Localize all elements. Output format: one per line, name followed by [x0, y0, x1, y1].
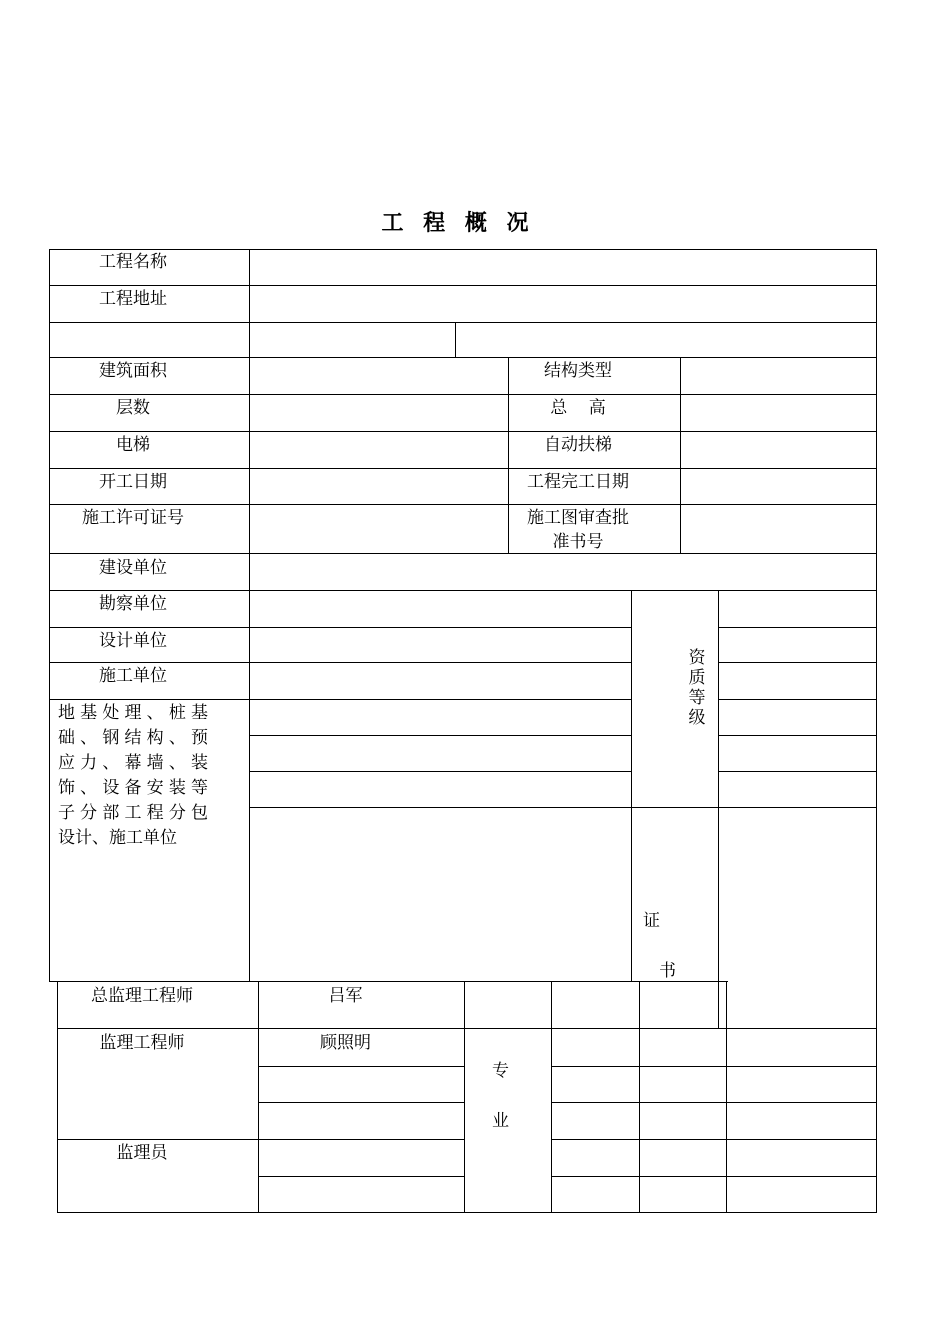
table-border — [57, 1139, 464, 1140]
table-border — [49, 357, 877, 358]
label-structure-type: 结构类型 — [544, 361, 612, 381]
table-border — [57, 1212, 877, 1213]
label-construction-unit: 施工单位 — [99, 666, 167, 686]
table-border — [876, 1028, 877, 1213]
table-border — [249, 249, 250, 982]
label-drawing-review-2: 准书号 — [552, 532, 604, 552]
table-border — [631, 590, 632, 982]
table-border — [718, 771, 877, 772]
table-border — [49, 322, 877, 323]
label-developer: 建设单位 — [99, 558, 167, 578]
label-major-1: 专 — [492, 1061, 509, 1081]
label-subcontract-2: 础、钢结构、预 — [58, 728, 208, 748]
label-subcontract-1: 地基处理、桩基 — [58, 703, 208, 723]
label-survey-unit: 勘察单位 — [99, 594, 167, 614]
table-border — [49, 981, 728, 982]
page-title: 工 程 概 况 — [381, 210, 535, 236]
label-drawing-review-1: 施工图审查批 — [527, 508, 629, 528]
table-border — [258, 1176, 464, 1177]
table-border — [464, 982, 465, 1213]
label-completion-date: 工程完工日期 — [527, 472, 629, 492]
label-supervisor: 监理员 — [116, 1143, 168, 1163]
table-border — [49, 553, 877, 554]
label-certificate-1: 证 — [643, 911, 660, 931]
label-elevator: 电梯 — [116, 435, 150, 455]
label-major-2: 业 — [492, 1111, 509, 1131]
table-border — [718, 662, 877, 663]
label-escalator: 自动扶梯 — [544, 435, 612, 455]
table-border — [49, 699, 631, 700]
label-start-date: 开工日期 — [99, 472, 167, 492]
table-border — [718, 590, 719, 1029]
table-border — [249, 771, 631, 772]
table-border — [551, 1176, 877, 1177]
table-border — [49, 468, 877, 469]
table-border — [680, 357, 681, 553]
table-border — [57, 982, 58, 1213]
label-project-address: 工程地址 — [99, 289, 167, 309]
label-total-height: 总 高 — [550, 398, 606, 418]
table-border — [249, 735, 631, 736]
table-border — [258, 982, 259, 1213]
table-border — [249, 807, 877, 808]
label-design-unit: 设计单位 — [99, 631, 167, 651]
value-chief-engineer-name: 吕军 — [328, 986, 363, 1006]
label-subcontract-3: 应力、幕墙、装 — [58, 753, 208, 773]
label-project-name: 工程名称 — [99, 252, 167, 272]
table-border — [718, 735, 877, 736]
table-border — [49, 394, 877, 395]
table-border — [258, 1066, 464, 1067]
table-border — [49, 249, 50, 982]
label-floors: 层数 — [116, 398, 150, 418]
label-qualification-grade: 资质等级 — [688, 648, 706, 728]
table-border — [551, 982, 552, 1213]
table-border — [49, 504, 877, 505]
label-subcontract-4: 饰、设备安装等 — [58, 778, 208, 798]
label-certificate-2: 书 — [659, 961, 676, 981]
table-border — [639, 982, 640, 1213]
table-border — [57, 1028, 877, 1029]
table-border — [49, 590, 877, 591]
table-border — [718, 699, 877, 700]
table-border — [49, 249, 877, 250]
table-border — [49, 285, 877, 286]
table-border — [551, 1102, 877, 1103]
label-engineer: 监理工程师 — [99, 1033, 185, 1053]
label-building-area: 建筑面积 — [99, 361, 167, 381]
table-border — [258, 1102, 464, 1103]
table-border — [876, 249, 877, 1029]
value-engineer-name: 顾照明 — [320, 1033, 371, 1053]
table-border — [49, 431, 877, 432]
label-subcontract-6: 设计、施工单位 — [58, 828, 177, 848]
table-border — [49, 662, 631, 663]
table-border — [551, 1139, 877, 1140]
table-border — [49, 627, 631, 628]
table-border — [718, 627, 877, 628]
table-border — [551, 1066, 877, 1067]
table-border — [455, 322, 456, 357]
label-construction-permit: 施工许可证号 — [82, 508, 184, 528]
label-chief-engineer: 总监理工程师 — [91, 986, 193, 1006]
table-border — [726, 982, 727, 1213]
label-subcontract-5: 子分部工程分包 — [58, 803, 208, 823]
